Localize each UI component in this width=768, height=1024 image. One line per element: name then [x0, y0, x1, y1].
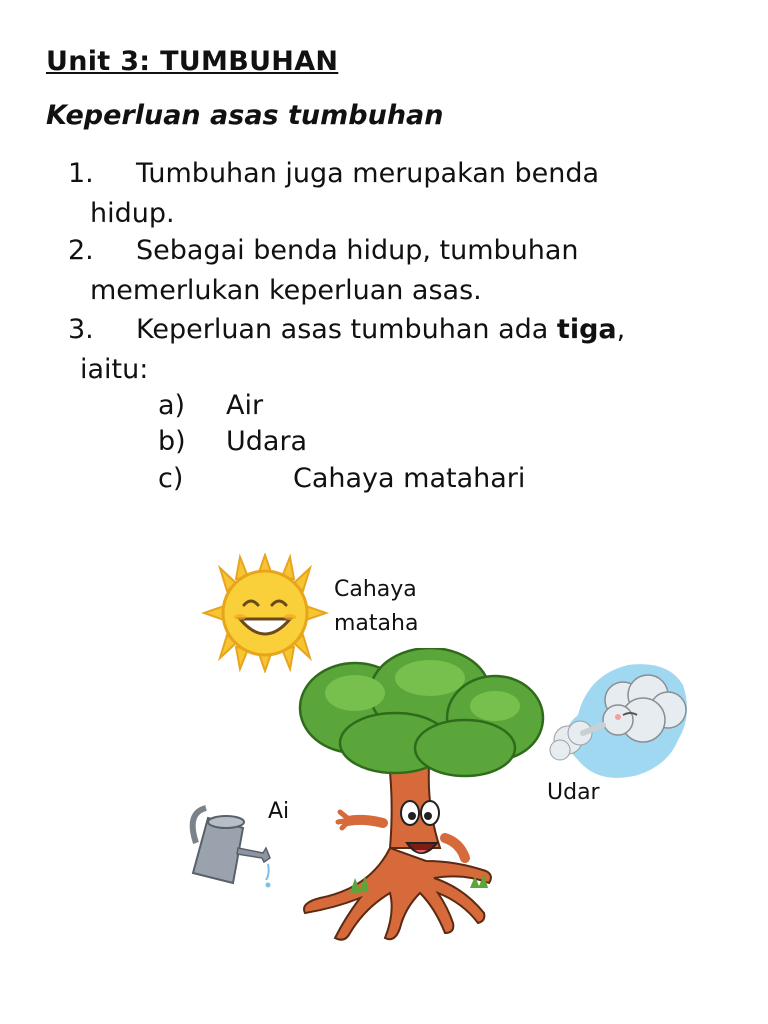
list-text-continued: memerlukan keperluan asas.	[90, 275, 482, 306]
sublist-letter: a)	[158, 390, 186, 421]
cartoon-tree-icon	[295, 648, 550, 958]
air-label: Udar	[547, 780, 600, 805]
section-heading: Keperluan asas tumbuhan	[46, 100, 444, 131]
sublist-letter: c)	[158, 463, 184, 494]
list-text: Sebagai benda hidup, tumbuhan	[136, 235, 579, 266]
water-label: Ai	[268, 799, 290, 824]
sublist-text: Air	[226, 390, 264, 421]
list-item-2	[68, 231, 688, 311]
sunlight-label-line2: mataha	[334, 611, 419, 636]
sublist-item-a	[158, 388, 263, 424]
list-text-continued: iaitu:	[80, 354, 149, 385]
list-number: 3.	[68, 314, 94, 345]
page-title: Unit 3: TUMBUHAN	[46, 46, 339, 77]
list-text: Tumbuhan juga merupakan benda	[136, 158, 600, 189]
list-item-3	[68, 310, 688, 390]
watering-can-icon	[188, 798, 278, 893]
list-number: 2.	[68, 235, 94, 266]
list-number: 1.	[68, 158, 94, 189]
list-item-1	[68, 154, 688, 234]
sublist-text: Cahaya matahari	[293, 463, 526, 494]
list-text-continued: hidup.	[90, 198, 175, 229]
sublist-item-c	[158, 461, 525, 497]
sunlight-label-line1: Cahaya	[334, 577, 417, 602]
sublist-item-b	[158, 424, 307, 460]
list-text: Keperluan asas tumbuhan ada	[136, 314, 557, 345]
list-text-bold: tiga	[556, 314, 617, 345]
blowing-cloud-icon	[548, 655, 696, 780]
sublist-text: Udara	[226, 426, 308, 457]
sublist-letter: b)	[158, 426, 186, 457]
list-text-punct: ,	[616, 314, 626, 345]
